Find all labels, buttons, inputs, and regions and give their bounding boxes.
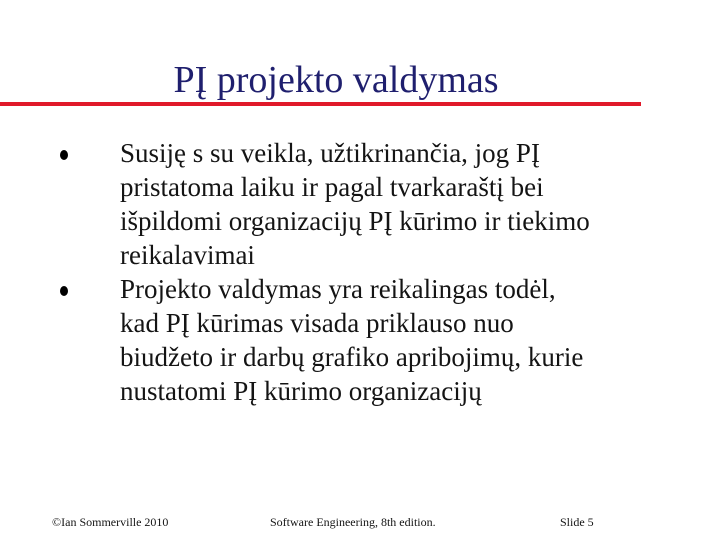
footer-slide-number: Slide 5: [560, 515, 594, 529]
bullet-dot-icon: [60, 150, 68, 160]
bullet-item: [60, 272, 700, 408]
slide-title: PĮ projekto valdymas: [173, 59, 499, 101]
bullet-text: Susiję s su veikla, užtikrinančia, jog PĮ pristatoma laiku ir pagal tvarkaraštį bei išpildomi organizacijų PĮ kūrimo ir tiekimo reikalavimai: [120, 138, 590, 270]
title-underline: [0, 102, 641, 106]
bullet-text: Projekto valdymas yra reikalingas todėl, kad PĮ kūrimas visada priklauso nuo biudžeto ir darbų grafiko apribojimų, kurie nustatomi PĮ kūrimo organizacijų: [120, 274, 584, 406]
footer-copyright: ©Ian Sommerville 2010: [52, 515, 169, 529]
footer-book-title: Software Engineering, 8th edition.: [270, 515, 436, 529]
bullet-list: [60, 136, 700, 408]
bullet-dot-icon: [60, 286, 68, 296]
bullet-item: [60, 136, 700, 272]
